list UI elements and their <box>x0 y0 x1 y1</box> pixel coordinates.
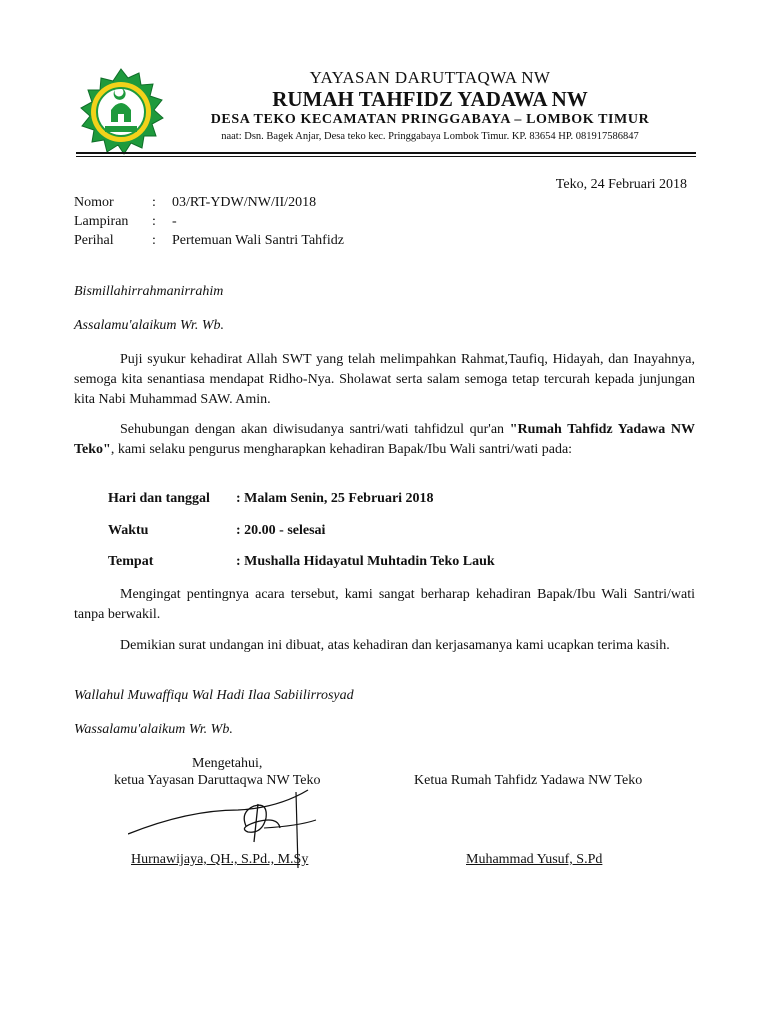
meta-row-subject <box>74 231 344 250</box>
paragraph-1: Puji syukur kehadirat Allah SWT yang telah melimpahkan Rahmat,Taufiq, Hidayah, dan Inayahnya, semoga kita senantiasa mendapat Ridho-Nya. Sholawat serta salam semoga tetap tercurah kepada junjungan kita Nabi Muhammad SAW. Amin. <box>74 352 695 407</box>
paragraph-4: Demikian surat undangan ini dibuat, atas kehadiran dan kerjasamanya kami ucapkan terima kasih. <box>120 638 670 653</box>
detail-row-place <box>108 554 495 570</box>
letter-meta <box>74 193 344 250</box>
detail-label: Tempat <box>108 554 154 569</box>
meta-value: Pertemuan Wali Santri Tahfidz <box>172 233 344 248</box>
acknowledged-label: Mengetahui, <box>192 756 263 771</box>
institution-name: RUMAH TAHFIDZ YADAWA NW <box>272 87 588 111</box>
left-signatory-role: ketua Yayasan Daruttaqwa NW Teko <box>114 773 321 788</box>
header-rule-thin <box>76 156 696 157</box>
foundation-name: YAYASAN DARUTTAQWA NW <box>309 68 551 87</box>
meta-label: Nomor <box>74 195 114 210</box>
closing-prayer: Wallahul Muwaffiqu Wal Hadi Ilaa Sabiilirrosyad <box>74 688 354 703</box>
header-rule-thick <box>76 152 696 154</box>
detail-row-date <box>108 491 434 507</box>
paragraph-2-part-c: , kami selaku pengurus mengharapkan kehadiran Bapak/Ibu Wali santri/wati pada: <box>110 442 573 457</box>
meta-row-attachment <box>74 212 344 231</box>
basmalah: Bismillahirrahmanirrahim <box>74 284 224 299</box>
meta-label: Lampiran <box>74 214 129 229</box>
letterhead <box>150 68 710 144</box>
meta-value: 03/RT-YDW/NW/II/2018 <box>172 195 317 210</box>
paragraph-2 <box>74 420 695 460</box>
opening-greeting: Assalamu'alaikum Wr. Wb. <box>74 318 224 333</box>
right-signatory-name: Muhammad Yusuf, S.Pd <box>466 852 603 867</box>
meta-value: - <box>172 214 177 229</box>
meta-colon: : <box>152 214 156 229</box>
meta-label: Perihal <box>74 233 114 248</box>
address-line: naat: Dsn. Bagek Anjar, Desa teko kec. Pringgabaya Lombok Timur. KP. 83654 HP. 081917586847 <box>221 131 639 142</box>
detail-value: : 20.00 - selesai <box>236 523 326 538</box>
paragraph-2-institution: "Rumah Tahfidz Yadawa NW Teko" <box>74 422 695 457</box>
detail-value: : Malam Senin, 25 Februari 2018 <box>236 491 434 506</box>
detail-row-time <box>108 523 325 539</box>
right-signatory-role: Ketua Rumah Tahfidz Yadawa NW Teko <box>414 773 643 788</box>
region-line: DESA TEKO KECAMATAN PRINGGABAYA – LOMBOK TIMUR <box>210 112 650 127</box>
paragraph-2-part-a: Sehubungan dengan akan diwisudanya santri/wati tahfidzul qur'an <box>120 422 510 437</box>
detail-value: : Mushalla Hidayatul Muhtadin Teko Lauk <box>236 554 495 569</box>
paragraph-3: Mengingat pentingnya acara tersebut, kami sangat berharap kehadiran Bapak/Ibu Wali Santri/wati tanpa berwakil. <box>74 587 695 622</box>
detail-label: Waktu <box>108 523 149 538</box>
meta-row-number <box>74 193 344 212</box>
left-signatory-name: Hurnawijaya, QH., S.Pd., M.Sy <box>131 852 309 867</box>
closing-greeting: Wassalamu'alaikum Wr. Wb. <box>74 722 233 737</box>
meta-colon: : <box>152 233 156 248</box>
detail-label: Hari dan tanggal <box>108 491 210 506</box>
letter-date: Teko, 24 Februari 2018 <box>555 177 687 192</box>
meta-colon: : <box>152 195 156 210</box>
